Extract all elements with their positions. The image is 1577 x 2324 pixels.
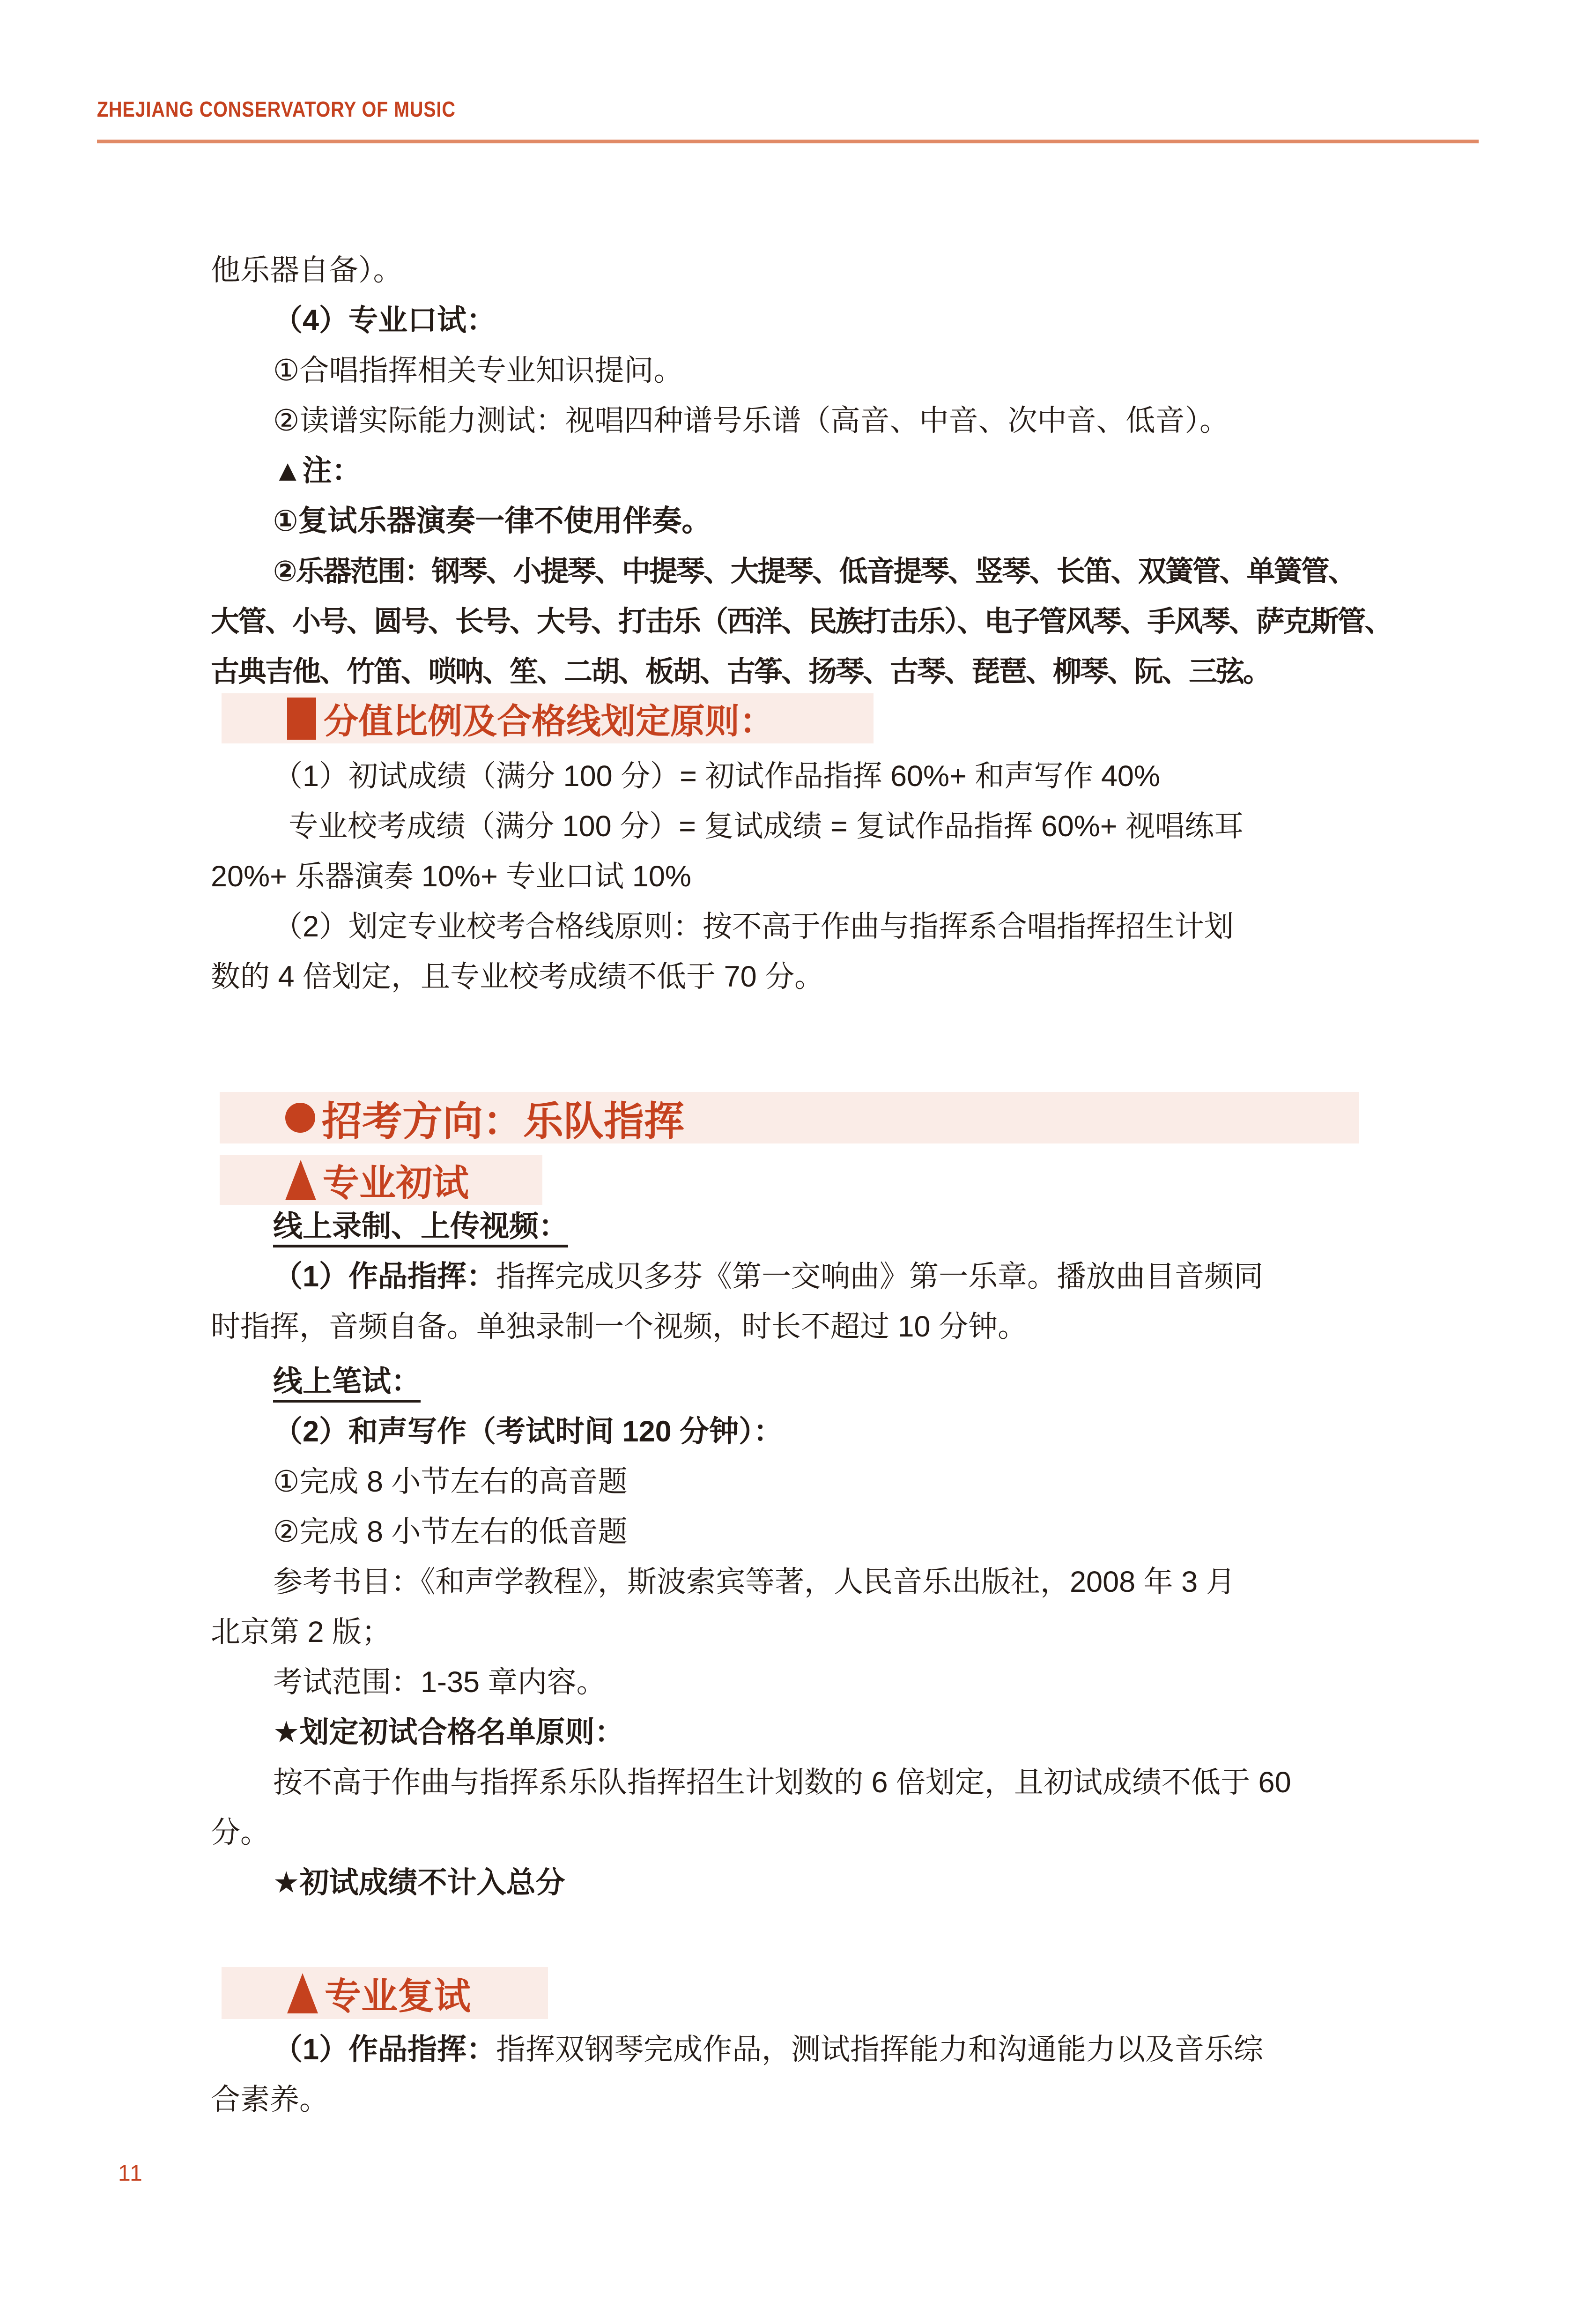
triangle-bullet-icon	[287, 1973, 318, 2013]
line-round2-work	[273, 2025, 1263, 2074]
line-score-5: 数的 4 倍划定，且专业校考成绩不低于 70 分。	[211, 960, 824, 993]
line-exam-scope: 考试范围：1-35 章内容。	[273, 1666, 606, 1699]
line-round1-work-cont: 时指挥，音频自备。单独录制一个视频，时长不超过 10 分钟。	[211, 1310, 1028, 1343]
line-harmony-item-1: ①完成 8 小节左右的高音题	[273, 1465, 628, 1498]
line-star-rule-2: 分。	[211, 1816, 270, 1849]
line-round1-work	[273, 1252, 1263, 1301]
heading-oral-test: （4）专业口试：	[273, 304, 496, 337]
line-instrument-range-3: 古典吉他、竹笛、唢呐、笙、二胡、板胡、古筝、扬琴、古琴、琵琶、柳琴、阮、三弦。	[211, 655, 1271, 687]
line-score-2: 专业校考成绩（满分 100 分）= 复试成绩 = 复试作品指挥 60%+ 视唱练耳	[289, 810, 1244, 843]
triangle-bullet-icon	[285, 1160, 316, 1200]
brand-text: ZHEJIANG CONSERVATORY OF MUSIC	[97, 97, 456, 121]
second-round-banner	[222, 1967, 548, 2019]
round2-work-prefix: （1）作品指挥：	[273, 2033, 496, 2066]
heading-online-record: 线上录制、上传视频：	[273, 1210, 568, 1243]
header-rule	[97, 140, 1479, 143]
line-star-note: ★初试成绩不计入总分	[273, 1866, 565, 1899]
line-reference-books: 参考书目：《和声学教程》，斯波索宾等著，人民音乐出版社，2008 年 3 月	[273, 1566, 1236, 1598]
line-score-3: 20%+ 乐器演奏 10%+ 专业口试 10%	[211, 860, 691, 893]
circle-bullet-icon	[285, 1103, 315, 1133]
line-reference-cont: 北京第 2 版；	[211, 1616, 392, 1648]
round2-work-text: 指挥双钢琴完成作品，测试指挥能力和沟通能力以及音乐综	[496, 2033, 1264, 2066]
heading-harmony-writing: （2）和声写作（考试时间 120 分钟）：	[273, 1415, 783, 1448]
line-star-rule-1: 按不高于作曲与指挥系乐队指挥招生计划数的 6 倍划定，且初试成绩不低于 60	[273, 1766, 1291, 1799]
line-note-1: ①复试乐器演奏一律不使用伴奏。	[273, 505, 711, 537]
first-round-title: 专业初试	[323, 1162, 469, 1203]
line-instrument-range-2: 大管、小号、圆号、长号、大号、打击乐（西洋、民族打击乐）、电子管风琴、手风琴、萨克斯管、	[211, 605, 1392, 637]
heading-online-written: 线上笔试：	[273, 1365, 421, 1398]
first-round-banner	[220, 1155, 542, 1205]
score-rules-title: 分值比例及合格线划定原则：	[324, 701, 774, 741]
line-oral-item-1: ①合唱指挥相关专业知识提问。	[273, 354, 683, 387]
line-round2-work-cont: 合素养。	[211, 2083, 329, 2116]
line-instrument-note-cont: 他乐器自备）。	[211, 254, 403, 287]
round1-work-text: 指挥完成贝多芬《第一交响曲》第一乐章。播放曲目音频同	[496, 1260, 1264, 1293]
line-harmony-item-2: ②完成 8 小节左右的低音题	[273, 1515, 628, 1548]
round1-work-prefix: （1）作品指挥：	[273, 1260, 496, 1293]
square-bullet-icon	[287, 698, 316, 740]
heading-note: ▲注：	[273, 454, 362, 487]
direction-title: 招考方向：乐队指挥	[322, 1099, 684, 1144]
line-score-1: （1）初试成绩（满分 100 分）= 初试作品指挥 60%+ 和声写作 40%	[273, 760, 1160, 793]
second-round-title: 专业复试	[325, 1975, 471, 2017]
line-oral-item-2: ②读谱实际能力测试：视唱四种谱号乐谱（高音、中音、次中音、低音）。	[273, 404, 1229, 437]
line-score-4: （2）划定专业校考合格线原则：按不高于作曲与指挥系合唱指挥招生计划	[273, 910, 1234, 943]
page-number: 11	[118, 2161, 143, 2186]
direction-banner	[220, 1092, 1359, 1143]
line-instrument-range-1: ②乐器范围：钢琴、小提琴、中提琴、大提琴、低音提琴、竖琴、长笛、双簧管、单簧管、	[273, 555, 1355, 587]
score-rules-banner	[222, 693, 874, 743]
heading-star-rule: ★划定初试合格名单原则：	[273, 1716, 624, 1749]
